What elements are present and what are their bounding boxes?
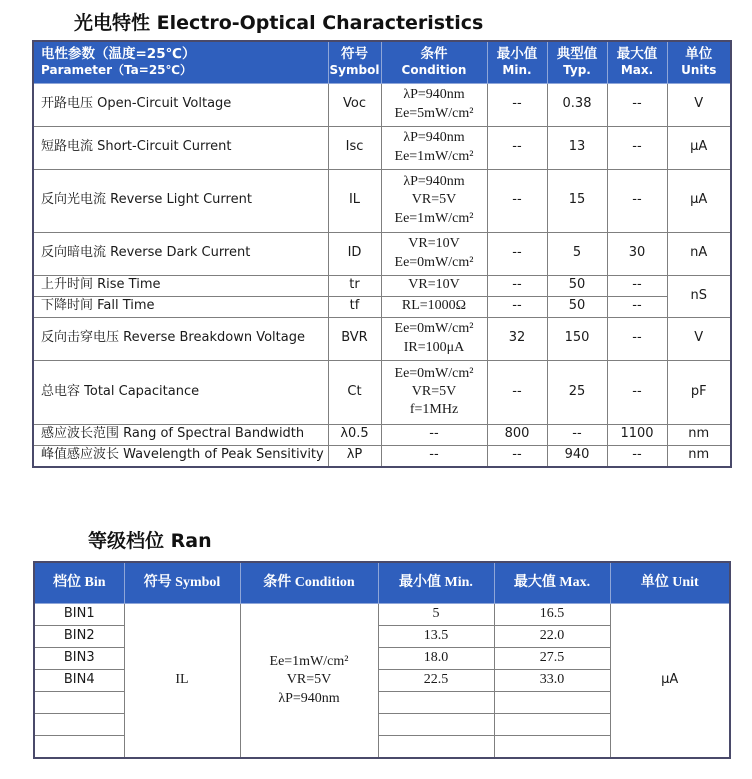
table-row: [33, 317, 731, 360]
typ-cell: --: [547, 424, 607, 445]
table-row: [33, 169, 731, 232]
max-cell: 27.5: [494, 648, 610, 670]
min-cell: --: [487, 296, 547, 317]
param-cell: 反向光电流 Reverse Light Current: [33, 169, 328, 232]
header-units: 单位 Units: [667, 41, 731, 83]
max-cell: --: [607, 83, 667, 126]
bin-cell: BIN3: [34, 648, 124, 670]
max-cell: 22.0: [494, 626, 610, 648]
min-cell: 5: [378, 604, 494, 626]
table-row: [33, 126, 731, 169]
min-cell: [378, 736, 494, 759]
condition-cell: Ee=0mW/cm² IR=100μA: [381, 317, 487, 360]
condition-cell: λP=940nm VR=5V Ee=1mW/cm²: [381, 169, 487, 232]
typ-cell: 0.38: [547, 83, 607, 126]
bin-cell: [34, 692, 124, 714]
max-cell: 1100: [607, 424, 667, 445]
max-cell: 33.0: [494, 670, 610, 692]
condition-cell: --: [381, 424, 487, 445]
unit-cell: pF: [667, 360, 731, 424]
unit-cell: nm: [667, 424, 731, 445]
symbol-cell: Ct: [328, 360, 381, 424]
min-cell: [378, 714, 494, 736]
condition-cell: --: [381, 445, 487, 467]
symbol-cell: IL: [124, 604, 240, 759]
unit-cell: nA: [667, 232, 731, 275]
typ-cell: 15: [547, 169, 607, 232]
header-max: 最大值 Max.: [607, 41, 667, 83]
typ-cell: 50: [547, 275, 607, 296]
max-cell: 30: [607, 232, 667, 275]
param-cell: 上升时间 Rise Time: [33, 275, 328, 296]
table-row: [33, 424, 731, 445]
typ-cell: 5: [547, 232, 607, 275]
condition-cell: λP=940nm Ee=1mW/cm²: [381, 126, 487, 169]
bin-cell: [34, 736, 124, 759]
table-row: [33, 232, 731, 275]
bin-cell: BIN4: [34, 670, 124, 692]
param-cell: 反向击穿电压 Reverse Breakdown Voltage: [33, 317, 328, 360]
param-cell: 开路电压 Open-Circuit Voltage: [33, 83, 328, 126]
unit-cell: μA: [667, 169, 731, 232]
symbol-cell: λP: [328, 445, 381, 467]
ranking-table: [33, 561, 731, 759]
min-cell: --: [487, 126, 547, 169]
max-cell: [494, 714, 610, 736]
max-cell: --: [607, 169, 667, 232]
param-cell: 总电容 Total Capacitance: [33, 360, 328, 424]
max-cell: --: [607, 275, 667, 296]
header-bin: 档位 Bin: [34, 562, 124, 604]
min-cell: --: [487, 445, 547, 467]
typ-cell: 50: [547, 296, 607, 317]
symbol-cell: IL: [328, 169, 381, 232]
unit-cell: μA: [610, 604, 730, 759]
condition-cell: Ee=1mW/cm² VR=5V λP=940nm: [240, 604, 378, 759]
symbol-cell: Voc: [328, 83, 381, 126]
table-row: [33, 360, 731, 424]
min-cell: --: [487, 360, 547, 424]
max-cell: --: [607, 296, 667, 317]
min-cell: --: [487, 275, 547, 296]
min-cell: 22.5: [378, 670, 494, 692]
header-typ: 典型值 Typ.: [547, 41, 607, 83]
table-row: [33, 275, 731, 296]
table-row: [33, 296, 731, 317]
header-min: 最小值 Min.: [487, 41, 547, 83]
header-symbol: 符号 Symbol: [328, 41, 381, 83]
max-cell: 16.5: [494, 604, 610, 626]
header-symbol: 符号 Symbol: [124, 562, 240, 604]
condition-cell: VR=10V: [381, 275, 487, 296]
header-condition: 条件 Condition: [381, 41, 487, 83]
header-max: 最大值 Max.: [494, 562, 610, 604]
table-row: [34, 604, 730, 626]
max-cell: --: [607, 445, 667, 467]
min-cell: 800: [487, 424, 547, 445]
param-cell: 感应波长范围 Rang of Spectral Bandwidth: [33, 424, 328, 445]
param-cell: 反向暗电流 Reverse Dark Current: [33, 232, 328, 275]
header-unit: 单位 Unit: [610, 562, 730, 604]
symbol-cell: Isc: [328, 126, 381, 169]
min-cell: 32: [487, 317, 547, 360]
bin-cell: BIN2: [34, 626, 124, 648]
condition-cell: Ee=0mW/cm² VR=5V f=1MHz: [381, 360, 487, 424]
min-cell: 18.0: [378, 648, 494, 670]
table-row: [33, 445, 731, 467]
bin-cell: [34, 714, 124, 736]
min-cell: [378, 692, 494, 714]
table-row: [33, 83, 731, 126]
header-parameter: 电性参数（温度=25℃） Parameter（Ta=25℃）: [33, 41, 328, 83]
param-cell: 下降时间 Fall Time: [33, 296, 328, 317]
param-cell: 短路电流 Short-Circuit Current: [33, 126, 328, 169]
typ-cell: 25: [547, 360, 607, 424]
min-cell: --: [487, 232, 547, 275]
symbol-cell: tr: [328, 275, 381, 296]
max-cell: [494, 736, 610, 759]
section-title-ranking: 等级档位 Ran: [88, 530, 212, 552]
condition-cell: VR=10V Ee=0mW/cm²: [381, 232, 487, 275]
typ-cell: 940: [547, 445, 607, 467]
min-cell: 13.5: [378, 626, 494, 648]
typ-cell: 150: [547, 317, 607, 360]
min-cell: --: [487, 169, 547, 232]
symbol-cell: ID: [328, 232, 381, 275]
header-min: 最小值 Min.: [378, 562, 494, 604]
typ-cell: 13: [547, 126, 607, 169]
symbol-cell: λ0.5: [328, 424, 381, 445]
bin-cell: BIN1: [34, 604, 124, 626]
section-title-electro-optical: 光电特性 Electro-Optical Characteristics: [74, 12, 484, 34]
electro-optical-table: [32, 40, 732, 468]
condition-cell: λP=940nm Ee=5mW/cm²: [381, 83, 487, 126]
unit-cell: nm: [667, 445, 731, 467]
max-cell: [494, 692, 610, 714]
param-cell: 峰值感应波长 Wavelength of Peak Sensitivity: [33, 445, 328, 467]
unit-cell: V: [667, 83, 731, 126]
header-condition: 条件 Condition: [240, 562, 378, 604]
symbol-cell: tf: [328, 296, 381, 317]
max-cell: --: [607, 317, 667, 360]
unit-cell: μA: [667, 126, 731, 169]
unit-cell: V: [667, 317, 731, 360]
symbol-cell: BVR: [328, 317, 381, 360]
condition-cell: RL=1000Ω: [381, 296, 487, 317]
max-cell: --: [607, 360, 667, 424]
max-cell: --: [607, 126, 667, 169]
min-cell: --: [487, 83, 547, 126]
unit-cell: nS: [667, 275, 731, 317]
